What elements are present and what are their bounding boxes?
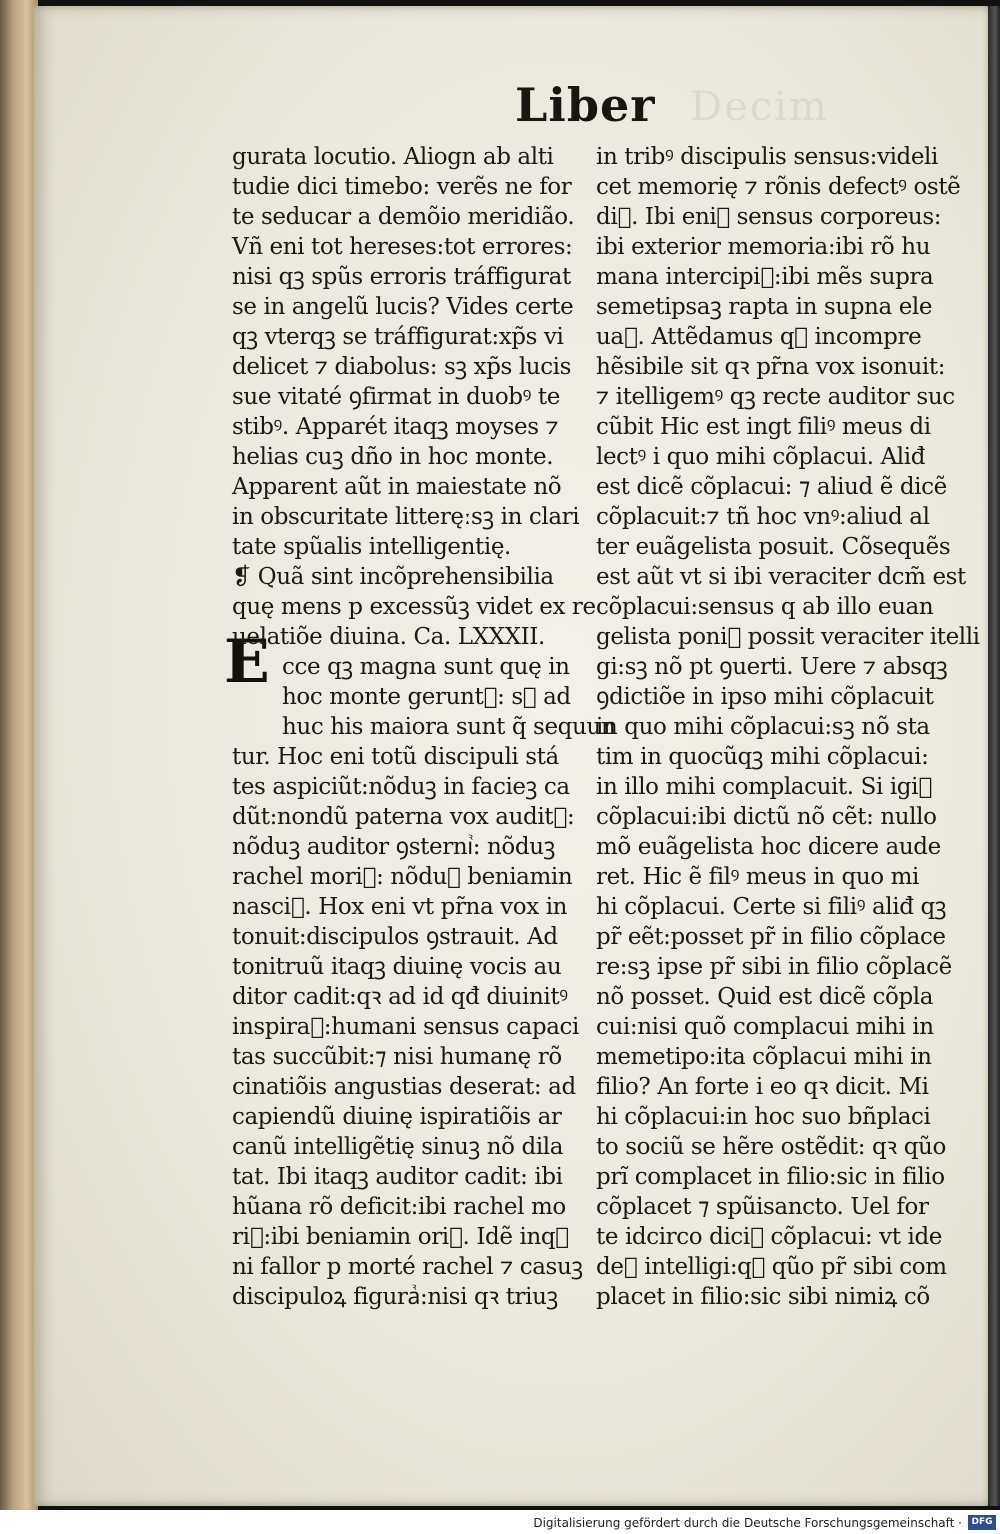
text-line: est dicẽ cõplacui: ⁊ aliud ẽ dicẽ (596, 474, 947, 500)
text-line: inspiraᷣ:humani sensus capaci (232, 1014, 579, 1040)
text-line: filio? An forte i eo qꝛ dicit. Mi (596, 1074, 929, 1100)
text-line: helias cuꝫ dño in hoc monte. (232, 444, 554, 470)
text-line: tes aspiciũt:nõduꝫ in facieꝫ ca (232, 774, 570, 800)
page-right-edge (988, 6, 1000, 1506)
text-line: cõplacet ⁊ spũisancto. Uel for (596, 1194, 929, 1220)
text-column-left (232, 142, 616, 1312)
text-line: delicet ⁊ diabolus: sꝫ xp̃s lucis (232, 354, 572, 380)
text-line: nõduꝫ auditor ꝯsterniᷣ: nõduꝫ (232, 834, 555, 860)
text-line: cui:nisi quõ complacui mihi in (596, 1014, 934, 1040)
text-line: te idcirco diciᷣ cõplacui: vt ide (596, 1224, 943, 1250)
text-line: canũ intelligẽtię sinuꝫ nõ dila (232, 1134, 564, 1160)
text-line: tur. Hoc eni totũ discipuli stá (232, 744, 559, 770)
text-line: re:sꝫ ipse pr̃ sibi in filio cõplacẽ (596, 954, 952, 980)
text-line: rachel moriᷣ: nõduꝫ beniamin (232, 864, 573, 890)
text-line: ⁊ itelligemꝰ qꝫ recte auditor suc (596, 384, 955, 410)
text-line: cõplacui:sensus q ab illo euan (596, 594, 934, 620)
text-line: cinatiõis angustias deserat: ad (232, 1074, 576, 1100)
text-line: tate spũalis intelligentię. (232, 534, 511, 560)
text-line: hi cõplacui. Certe si filiꝰ aliđ qꝫ (596, 894, 947, 920)
text-line: se in angelũ lucis? Vides certe (232, 294, 574, 320)
text-line: in illo mihi complacuit. Si igiᷣ (596, 774, 932, 800)
text-line: to sociũ se hẽre ostẽdit: qꝛ qũo (596, 1134, 946, 1160)
text-line: stibꝰ. Apparét itaqꝫ moyses ⁊ (232, 414, 559, 440)
text-column-right (596, 142, 980, 1312)
text-line: Vñ eni tot hereses:tot errores: (232, 234, 573, 260)
text-line: gelista poniᷣ possit veraciter itelli (596, 624, 980, 650)
text-line: tim in quocũqꝫ mihi cõplacui: (596, 744, 929, 770)
decorated-initial: E (224, 627, 270, 697)
text-line: in tribꝰ discipulis sensus:videli (596, 144, 938, 170)
text-line: deᷣ intelligi:qꝛ qũo pr̃ sibi com (596, 1254, 947, 1280)
text-line: placet in filio:sic sibi nimiꝝ cõ (596, 1284, 930, 1310)
text-line: cõplacuit:⁊ tñ hoc vnꝰ:aliud al (596, 504, 930, 530)
text-line: ditor cadit:qꝛ ad id qđ diuinitꝰ (232, 984, 568, 1010)
show-through-heading: Decim (690, 84, 829, 130)
text-line: discipuloꝝ figuraᷣ:nisi qꝛ triuꝫ (232, 1284, 558, 1310)
text-line: tonuit:discipulos ꝯstrauit. Ad (232, 924, 558, 950)
text-line: ꝯdictiõe in ipso mihi cõplacuit (596, 684, 934, 710)
text-line: ibi exterior memoria:ibi rõ hu (596, 234, 931, 260)
text-line: prĩ complacet in filio:sic in filio (596, 1164, 945, 1190)
text-line: hũana rõ deficit:ibi rachel mo (232, 1194, 566, 1220)
text-line: dũt:nondũ paterna vox auditᷣ: (232, 804, 575, 830)
text-line: nõ posset. Quid est dicẽ cõpla (596, 984, 934, 1010)
text-line: mõ euãgelista hoc dicere aude (596, 834, 941, 860)
dfg-logo: DFG (968, 1515, 996, 1530)
text-line: tat. Ibi itaqꝫ auditor cadit: ibi (232, 1164, 563, 1190)
running-head: Liber (515, 78, 656, 132)
text-line: cõplacui:ibi dictũ nõ cẽt: nullo (596, 804, 937, 830)
text-line: lectꝰ i quo mihi cõplacui. Aliđ (596, 444, 926, 470)
text-line: diᷣ. Ibi eniꝫ sensus corporeus: (596, 204, 942, 230)
footer-credit: Digitalisierung gefördert durch die Deutsche Forschungsgemeinschaft · (533, 1516, 962, 1530)
text-line: hoc monte geruntᷣ: sꝫ ad (282, 684, 571, 710)
text-line: qꝫ vterqꝫ se tráffigurat:xp̃s vi (232, 324, 564, 350)
text-line: uelatiõe diuina. Ca. LXXXII. (232, 624, 545, 650)
text-line: tudie dici timebo: verẽs ne for (232, 174, 572, 200)
text-line: ❡ Quã sint incõprehensibilia (232, 564, 554, 590)
text-line: est aũt vt si ibi veraciter dcm̃ est (596, 564, 966, 590)
text-line: uaᷣ. Attẽdamus qꝫ incompre (596, 324, 922, 350)
text-line: Apparent aũt in maiestate nõ (232, 474, 562, 500)
text-line: memetipo:ita cõplacui mihi in (596, 1044, 932, 1070)
text-line: semetipsaꝫ rapta in supna ele (596, 294, 933, 320)
text-line: mana intercipiᷣ:ibi mẽs supra (596, 264, 934, 290)
text-line: ret. Hic ẽ filꝰ meus in quo mi (596, 864, 920, 890)
text-line: huc his maiora sunt q̃ sequun (282, 714, 616, 740)
text-line: gurata locutio. Aliogn ab alti (232, 144, 554, 170)
text-line: ter euãgelista posuit. Cõsequẽs (596, 534, 951, 560)
text-line: tas succũbit:⁊ nisi humanę rõ (232, 1044, 562, 1070)
text-line: capiendũ diuinę ispiratiõis ar (232, 1104, 562, 1130)
text-line: sue vitaté ꝯfirmat in duobꝰ te (232, 384, 560, 410)
text-line: gi:sꝫ nõ pt ꝯuerti. Uere ⁊ absqꝫ (596, 654, 948, 680)
text-line: quę mens p excessũꝫ videt ex re (232, 594, 596, 620)
text-line: cet memorię ⁊ rõnis defectꝰ ostẽ (596, 174, 961, 200)
book-spine-edge (0, 0, 38, 1534)
text-line: nasciᷣ. Hox eni vt pr̃na vox in (232, 894, 568, 920)
text-line: ni fallor p morté rachel ⁊ casuꝫ (232, 1254, 583, 1280)
text-line: nisi qꝫ spũs erroris tráffigurat (232, 264, 571, 290)
text-line: te seducar a demõio meridião. (232, 204, 575, 230)
text-line: pr̃ eẽt:posset pr̃ in filio cõplace (596, 924, 946, 950)
text-line: cce qꝫ magna sunt quę in (282, 654, 570, 680)
text-line: in quo mihi cõplacui:sꝫ nõ sta (596, 714, 930, 740)
text-line: riᷣ:ibi beniamin oriᷣ. Idẽ inqꝫ (232, 1224, 569, 1250)
text-line: in obscuritate litteręːsꝫ in clari (232, 504, 580, 530)
text-line: hẽsibile sit qꝛ pr̃na vox isonuit: (596, 354, 946, 380)
text-line: cũbit Hic est ingt filiꝰ meus di (596, 414, 931, 440)
text-line: hi cõplacui:in hoc suo bñplaci (596, 1104, 931, 1130)
text-line: tonitruũ itaqꝫ diuinę vocis au (232, 954, 562, 980)
